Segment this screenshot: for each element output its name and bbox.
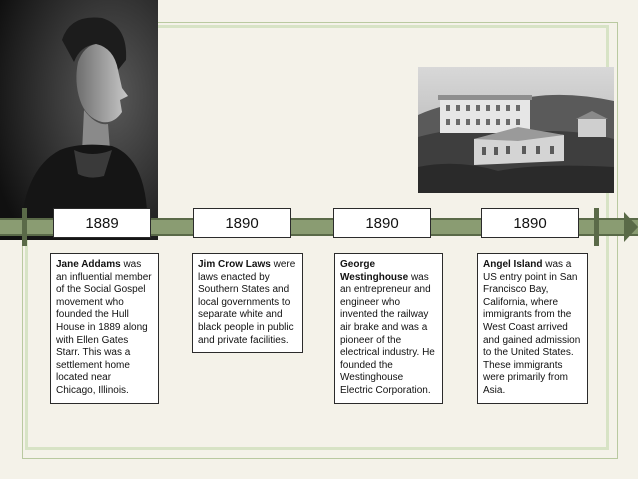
year-box: 1890 <box>481 208 579 238</box>
event-text: were laws enacted by Southern States and local governments to separate white and black people in public and private facilities. <box>198 259 296 346</box>
year-box: 1889 <box>53 208 151 238</box>
jane-addams-photo <box>0 0 158 240</box>
event-description <box>50 253 159 404</box>
event-name: Jim Crow Laws <box>198 259 271 270</box>
event-description <box>477 253 588 404</box>
event-text: was a US entry point in San Francisco Bay, California, where immigrants from the West Coast arrived and gained admission to the United States. These immigrants were primarily from Asia. <box>483 259 581 396</box>
timeline-tick <box>594 208 599 246</box>
event-name: George Westinghouse <box>340 259 409 283</box>
timeline-arrow-icon <box>624 212 638 242</box>
angel-island-photo <box>418 67 614 193</box>
year-box: 1890 <box>333 208 431 238</box>
event-text: was an entrepreneur and engineer who invented the railway air brake and was a pioneer of the electrical industry. He founded the Westinghouse Electric Corporation. <box>340 271 435 396</box>
event-name: Jane Addams <box>56 259 121 270</box>
year-box: 1890 <box>193 208 291 238</box>
timeline-tick <box>22 208 27 246</box>
event-text: was an influential member of the Social Gospel movement who founded the Hull House in 1889 along with Ellen Gates Starr. This was a settlement home located near Chicago, Illinois. <box>56 259 152 396</box>
event-name: Angel Island <box>483 259 543 270</box>
event-description <box>334 253 443 404</box>
event-description <box>192 253 303 353</box>
